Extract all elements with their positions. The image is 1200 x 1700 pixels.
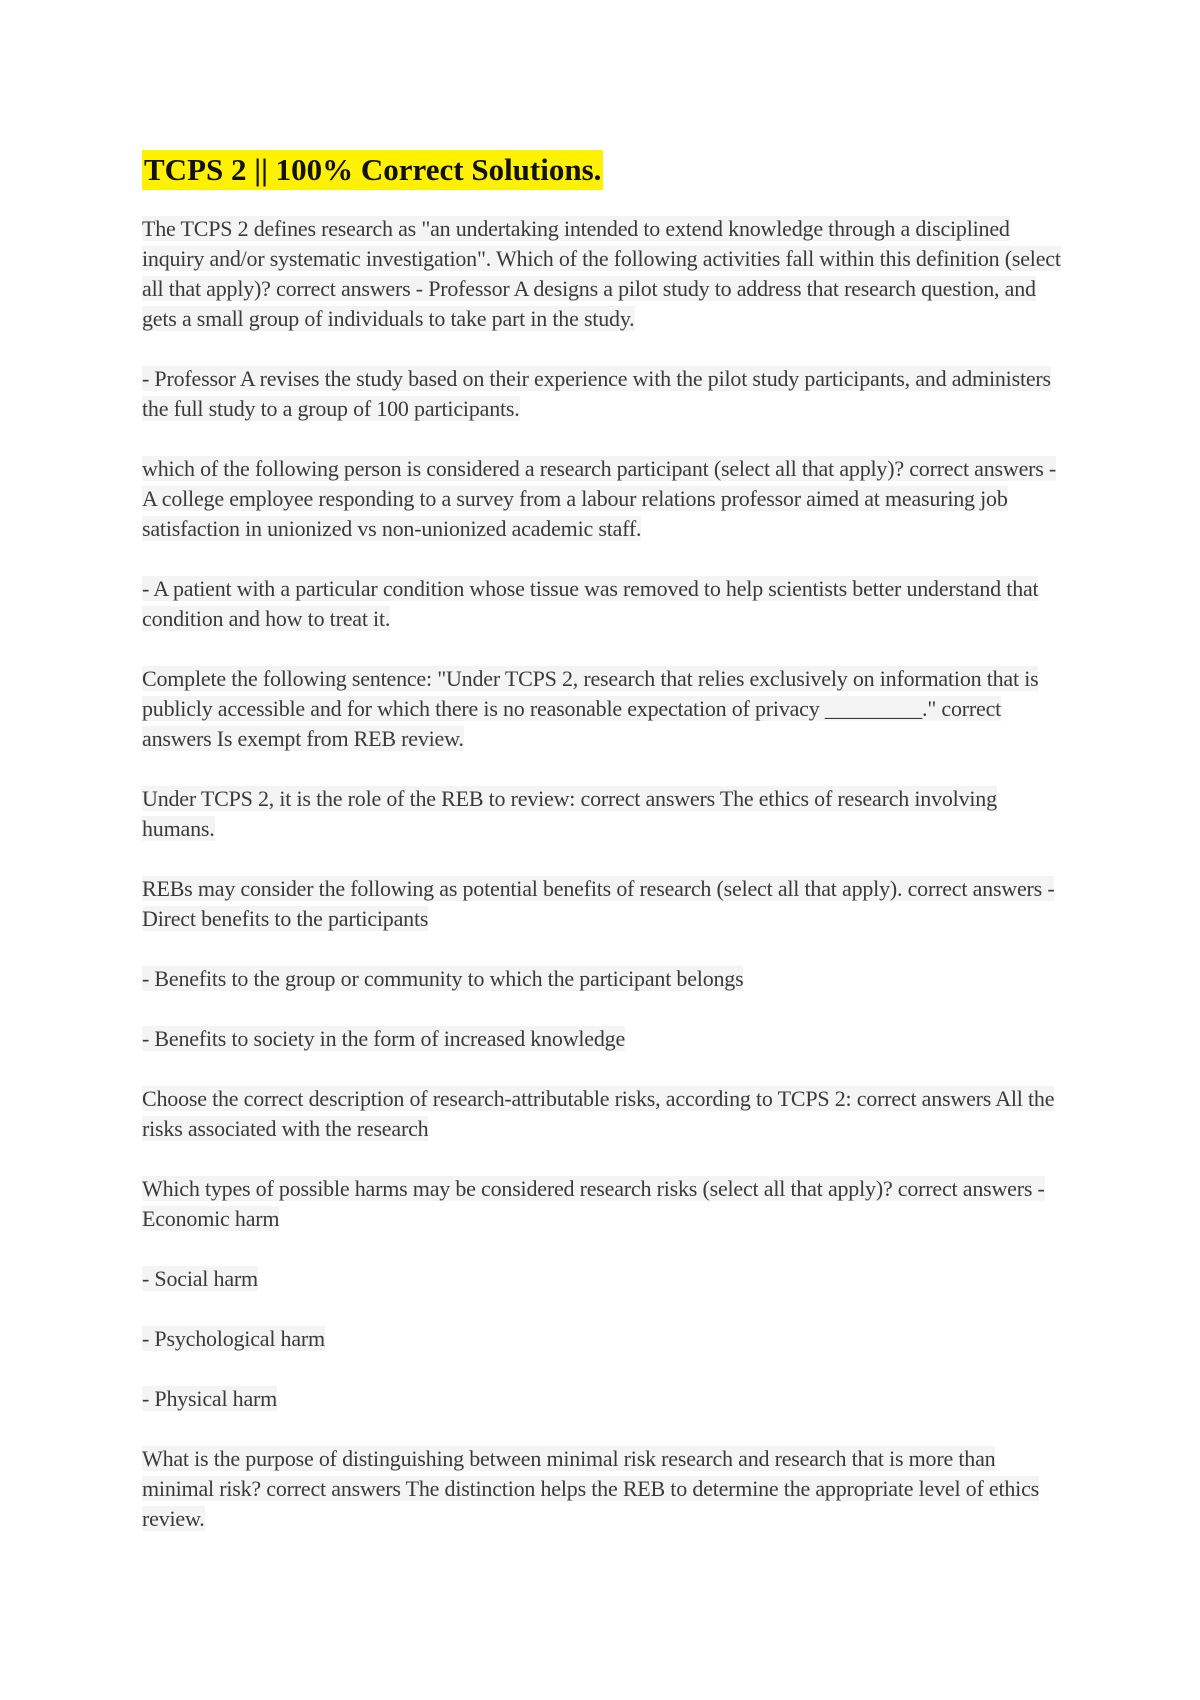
paragraph-minimal-risk: [142, 1444, 1062, 1534]
paragraph-publicly-accessible: [142, 664, 1062, 754]
document-page: [142, 150, 1062, 1564]
paragraph-text: - Physical harm: [142, 1386, 278, 1411]
paragraph-text: - Benefits to society in the form of increased knowledge: [142, 1026, 626, 1051]
paragraph-text: Complete the following sentence: "Under TCPS 2, research that relies exclusively on information that is publicly accessible and for which there is no reasonable expectation of privacy _________." correct answers Is exempt from REB review.: [142, 666, 1039, 751]
paragraph-text: - A patient with a particular condition whose tissue was removed to help scientists better understand that condition and how to treat it.: [142, 576, 1039, 631]
paragraph-text: What is the purpose of distinguishing between minimal risk research and research that is more than minimal risk? correct answers The distinction helps the REB to determine the appropriate level of ethics review.: [142, 1446, 1040, 1531]
paragraph-patient-tissue: [142, 574, 1062, 634]
paragraph-text: - Professor A revises the study based on their experience with the pilot study participants, and administers the full study to a group of 100 participants.: [142, 366, 1051, 421]
paragraph-text: Choose the correct description of research-attributable risks, according to TCPS 2: correct answers All the risks associated with the research: [142, 1086, 1055, 1141]
paragraph-research-participant: [142, 454, 1062, 544]
paragraph-text: which of the following person is considered a research participant (select all that apply)? correct answers - A college employee responding to a survey from a labour relations professor aimed at measuring job satisfaction in unionized vs non-unionized academic staff.: [142, 456, 1057, 541]
paragraph-text: Which types of possible harms may be considered research risks (select all that apply)? correct answers - Economic harm: [142, 1176, 1045, 1231]
paragraph-text: REBs may consider the following as potential benefits of research (select all that apply). correct answers - Direct benefits to the participants: [142, 876, 1055, 931]
paragraph-research-definition: [142, 214, 1062, 334]
paragraph-social-harm: [142, 1264, 1062, 1294]
paragraph-text: - Psychological harm: [142, 1326, 325, 1351]
paragraph-psychological-harm: [142, 1324, 1062, 1354]
paragraph-professor-revises: [142, 364, 1062, 424]
paragraph-attributable-risks: [142, 1084, 1062, 1144]
paragraph-reb-role: [142, 784, 1062, 844]
paragraph-benefits-society: [142, 1024, 1062, 1054]
document-title: TCPS 2 || 100% Correct Solutions.: [142, 150, 603, 190]
paragraph-text: Under TCPS 2, it is the role of the REB to review: correct answers The ethics of research involving humans.: [142, 786, 997, 841]
paragraph-potential-benefits: [142, 874, 1062, 934]
paragraph-text: - Social harm: [142, 1266, 258, 1291]
paragraph-physical-harm: [142, 1384, 1062, 1414]
paragraph-benefits-community: [142, 964, 1062, 994]
paragraph-harm-types: [142, 1174, 1062, 1234]
paragraph-text: The TCPS 2 defines research as "an undertaking intended to extend knowledge through a disciplined inquiry and/or systematic investigation". Which of the following activities fall within this definition (select all that apply)? correct answers - Professor A designs a pilot study to address that research question, and gets a small group of individuals to take part in the study.: [142, 216, 1061, 331]
paragraph-text: - Benefits to the group or community to which the participant belongs: [142, 966, 744, 991]
